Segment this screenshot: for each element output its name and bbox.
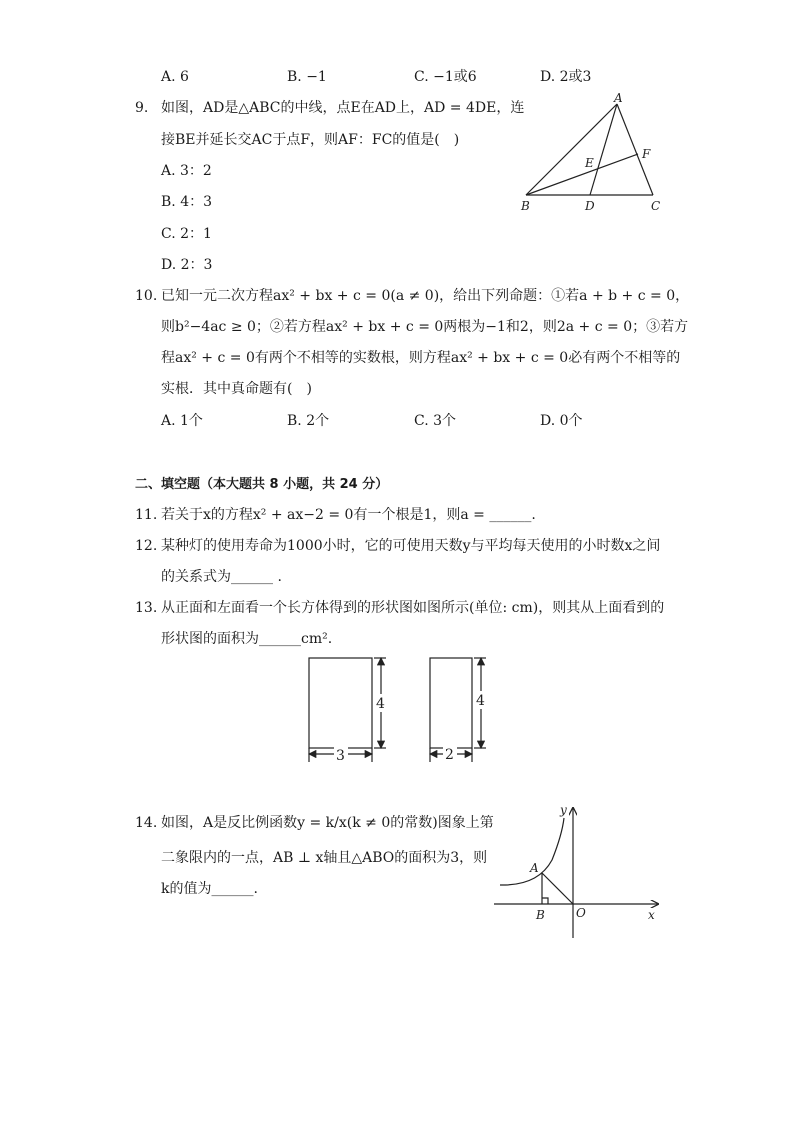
question-number: 12. xyxy=(135,538,158,554)
q8-option-c[interactable]: C. −1或6 xyxy=(414,69,477,85)
question-text-line: 某种灯的使用寿命为1000小时，它的可使用天数y与平均每天使用的小时数x之间 xyxy=(161,538,661,554)
right-angle-mark xyxy=(542,898,548,904)
left-height-label: 4 xyxy=(476,693,485,709)
rectangles-figure xyxy=(300,650,500,772)
label-o: O xyxy=(576,906,586,920)
label-b: B xyxy=(521,199,530,213)
q10-option-a[interactable]: A. 1个 xyxy=(161,413,203,429)
label-a: A xyxy=(530,861,539,875)
front-view-rect xyxy=(309,658,372,748)
front-height-label: 4 xyxy=(376,696,385,712)
triangle-figure xyxy=(510,92,670,217)
question-text-line: k的值为______. xyxy=(161,881,258,897)
left-depth-label: 2 xyxy=(445,747,454,763)
question-number: 11. xyxy=(135,507,158,523)
label-b: B xyxy=(536,908,545,922)
q9-option-d[interactable]: D. 2：3 xyxy=(161,257,213,273)
question-text-line: 如图，A是反比例函数y = k/x(k ≠ 0的常数)图象上第 xyxy=(161,815,494,831)
hyperbola-figure xyxy=(490,800,670,945)
q10-option-b[interactable]: B. 2个 xyxy=(287,413,330,429)
label-a: A xyxy=(614,92,623,105)
label-e: E xyxy=(585,156,594,170)
q10-option-c[interactable]: C. 3个 xyxy=(414,413,457,429)
front-width-label: 3 xyxy=(336,748,345,764)
q10-option-d[interactable]: D. 0个 xyxy=(540,413,583,429)
question-text-line: 接BE并延长交AC于点F，则AF：FC的值是( ) xyxy=(161,132,460,148)
question-text-line: 实根．其中真命题有( ) xyxy=(161,381,312,397)
q8-option-d[interactable]: D. 2或3 xyxy=(540,69,592,85)
question-text-line: 则b²−4ac ≥ 0；②若方程ax² + bx + c = 0两根为−1和2，则2a + c = 0；③若方 xyxy=(161,319,689,335)
segment-bf xyxy=(526,154,638,195)
question-number: 9. xyxy=(135,100,149,116)
section-heading: 二、填空题（本大题共 8 小题，共 24 分） xyxy=(135,477,389,492)
q9-option-a[interactable]: A. 3：2 xyxy=(161,163,212,179)
question-text-line: 如图，AD是△ABC的中线，点E在AD上，AD = 4DE，连 xyxy=(161,100,525,116)
label-d: D xyxy=(585,199,595,213)
q8-option-b[interactable]: B. −1 xyxy=(287,69,327,85)
label-f: F xyxy=(642,147,651,161)
label-x: x xyxy=(648,908,655,922)
question-number: 10. xyxy=(135,288,158,304)
segment-ao xyxy=(542,873,573,904)
label-y: y xyxy=(560,803,567,817)
question-text-line: 形状图的面积为______cm². xyxy=(161,631,333,647)
question-text-line: 程ax² + c = 0有两个不相等的实数根，则方程ax² + bx + c = 0必有两个不相等的 xyxy=(161,350,681,366)
q8-option-a[interactable]: A. 6 xyxy=(161,69,189,85)
question-text-line: 若关于x的方程x² + ax−2 = 0有一个根是1，则a = ______. xyxy=(161,507,536,523)
q9-option-c[interactable]: C. 2：1 xyxy=(161,226,212,242)
question-text-line: 二象限内的一点，AB ⊥ x轴且△ABO的面积为3，则 xyxy=(161,850,488,866)
question-text-line: 从正面和左面看一个长方体得到的形状图如图所示(单位: cm)，则其从上面看到的 xyxy=(161,600,665,616)
left-view-rect xyxy=(430,658,472,748)
label-c: C xyxy=(651,199,661,213)
question-number: 13. xyxy=(135,600,158,616)
question-number: 14. xyxy=(135,815,158,831)
question-text-line: 的关系式为______ . xyxy=(161,569,282,585)
question-text-line: 已知一元二次方程ax² + bx + c = 0(a ≠ 0)，给出下列命题：①若a + b + c = 0， xyxy=(161,288,690,304)
q9-option-b[interactable]: B. 4：3 xyxy=(161,194,213,210)
